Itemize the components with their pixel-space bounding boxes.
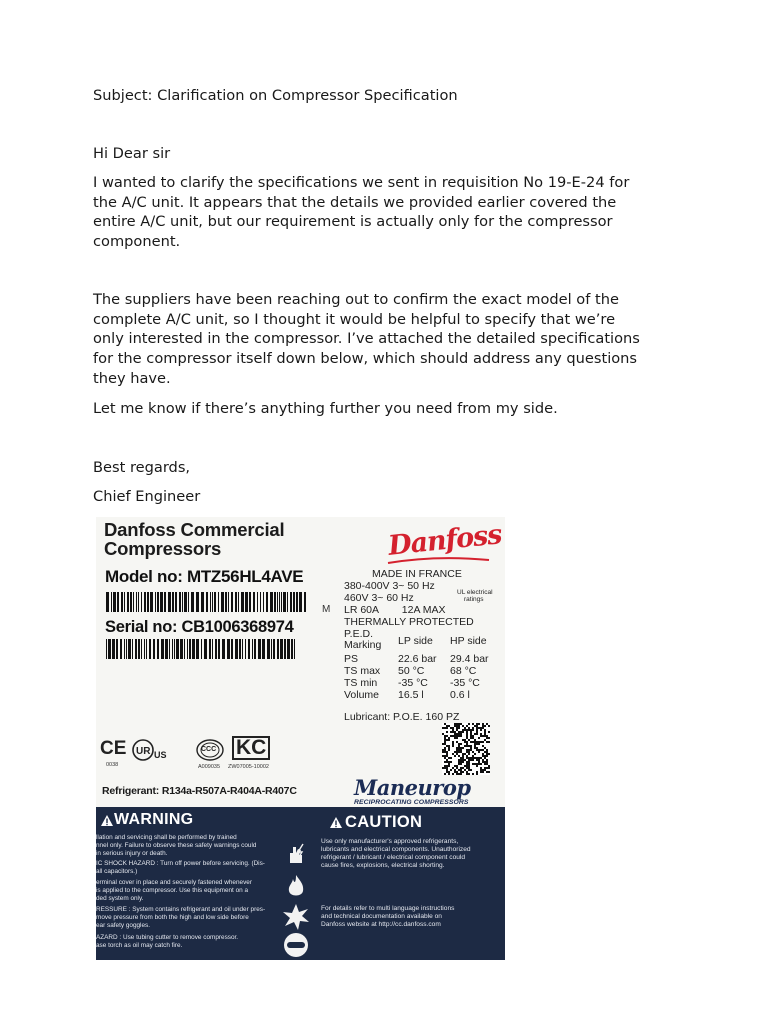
caution-line: cause fires, explosions, electrical shorting. bbox=[321, 862, 445, 869]
voltage-50hz: 380-400V 3~ 50 Hz bbox=[344, 580, 435, 592]
ul-note-1: UL electrical bbox=[457, 589, 493, 596]
warning-panel bbox=[96, 807, 505, 960]
warning-line: AZARD : Use tubing cutter to remove compressor. bbox=[96, 934, 239, 941]
ul-us-label: US bbox=[154, 750, 167, 760]
spec-row-hp: 0.6 l bbox=[450, 689, 470, 701]
spec-row-lp: -35 °C bbox=[398, 677, 428, 689]
paragraph-line: component. bbox=[93, 233, 181, 251]
thermal-protection: THERMALLY PROTECTED bbox=[344, 616, 474, 628]
paragraph-line: entire A/C unit, but our requirement is actually only for the compressor bbox=[93, 213, 613, 231]
model-number: Model no: MTZ56HL4AVE bbox=[105, 567, 304, 586]
electric-shock-hand-icon bbox=[282, 841, 310, 869]
ul-note-2: ratings bbox=[464, 596, 484, 603]
email-paragraph-2 bbox=[93, 290, 693, 389]
ccc-label: CCC bbox=[201, 746, 217, 753]
caution-triangle-icon bbox=[329, 816, 343, 829]
paragraph-line: only interested in the compressor. I’ve attached the detailed specifications bbox=[93, 330, 640, 348]
spec-row-hp: 68 °C bbox=[450, 665, 477, 677]
serial-barcode bbox=[106, 639, 306, 659]
maneurop-subtitle: RECIPROCATING COMPRESSORS bbox=[354, 799, 469, 806]
ped-label-2: Marking bbox=[344, 639, 382, 651]
warning-line: erminal cover in place and securely fastened whenever bbox=[96, 879, 252, 886]
model-barcode bbox=[106, 592, 316, 612]
maneurop-logo: Maneurop bbox=[354, 775, 471, 800]
serial-number: Serial no: CB1006368974 bbox=[105, 618, 294, 636]
safety-goggles-icon bbox=[282, 931, 310, 959]
locked-rotor-amps: LR 60A 12A MAX bbox=[344, 604, 446, 616]
voltage-60hz: 460V 3~ 60 Hz bbox=[344, 592, 414, 604]
caution-line: Use only manufacturer's approved refrigerants, bbox=[321, 838, 459, 845]
documentation-line: and technical documentation available on bbox=[321, 913, 442, 920]
email-paragraph-3: Let me know if there’s anything further you need from my side. bbox=[93, 400, 558, 417]
warning-heading: WARNING bbox=[114, 811, 194, 828]
paragraph-line: for the compressor itself down below, which should address any questions bbox=[93, 350, 638, 368]
warning-line: RESSURE : System contains refrigerant and oil under pres- bbox=[96, 906, 266, 913]
cert-number-ccc: A009035 bbox=[198, 764, 221, 770]
caution-heading: CAUTION bbox=[345, 813, 423, 831]
brand-line-1: Danfoss Commercial bbox=[104, 519, 285, 540]
warning-line: ear safety goggles. bbox=[96, 922, 150, 929]
paragraph-line: the A/C unit. It appears that the details we provided earlier covered the bbox=[93, 193, 617, 211]
paragraph-line: complete A/C unit, so I thought it would be helpful to specify that we’re bbox=[93, 310, 616, 328]
spec-row-label: PS bbox=[344, 653, 359, 665]
spec-row-label: Volume bbox=[344, 689, 380, 701]
compressor-nameplate-image bbox=[96, 517, 505, 960]
made-in-label: MADE IN FRANCE bbox=[372, 568, 462, 580]
spec-row-hp: -35 °C bbox=[450, 677, 480, 689]
spec-row-label: TS min bbox=[344, 677, 378, 689]
warning-line: in serious injury or death. bbox=[96, 850, 168, 857]
paragraph-line: they have. bbox=[93, 369, 171, 387]
spec-row-lp: 50 °C bbox=[398, 665, 425, 677]
ped-label-1: P.E.D. bbox=[344, 628, 373, 640]
brand-heading bbox=[104, 520, 284, 558]
hp-side-header: HP side bbox=[450, 635, 487, 647]
warning-line: ded system only. bbox=[96, 895, 144, 902]
ul-mark-icon bbox=[132, 739, 154, 761]
caution-line: refrigerant / lubricant / electrical component could bbox=[321, 854, 466, 861]
ce-mark: CE bbox=[100, 738, 127, 759]
cert-number-ce: 0038 bbox=[106, 762, 119, 768]
spec-row-label: TS max bbox=[344, 665, 381, 677]
email-closing: Best regards, bbox=[93, 459, 191, 476]
lp-side-header: LP side bbox=[398, 635, 433, 647]
warning-line: nnel only. Failure to observe these safety warnings could bbox=[96, 842, 257, 849]
danfoss-logo: Danfoss bbox=[386, 519, 503, 562]
qr-code bbox=[442, 723, 490, 775]
cert-number-kc: ZW07005-10002 bbox=[228, 764, 269, 770]
nameplate-upper-panel bbox=[96, 517, 505, 807]
caution-line: lubricants and electrical components. Unauthorized bbox=[321, 846, 471, 853]
warning-line: is applied to the compressor. Use this equipment on a bbox=[96, 887, 249, 894]
warning-line: ase torch as oil may catch fire. bbox=[96, 942, 183, 949]
warning-line: all capacitors.) bbox=[96, 868, 138, 875]
email-subject: Subject: Clarification on Compressor Specification bbox=[93, 87, 458, 104]
kc-mark: KC bbox=[232, 736, 270, 760]
email-signature: Chief Engineer bbox=[93, 488, 201, 505]
spec-row-lp: 16.5 l bbox=[398, 689, 424, 701]
brand-line-2: Compressors bbox=[104, 538, 222, 559]
spec-row-lp: 22.6 bar bbox=[398, 653, 437, 665]
danfoss-logo-swoosh bbox=[386, 557, 491, 565]
svg-text:UR: UR bbox=[136, 746, 151, 757]
warning-triangle-icon bbox=[100, 814, 114, 827]
refrigerant-list: Refrigerant: R134a-R507A-R404A-R407C bbox=[102, 785, 297, 797]
paragraph-line: I wanted to clarify the specifications we sent in requisition No 19-E-24 for bbox=[93, 174, 630, 191]
documentation-line: For details refer to multi language instructions bbox=[321, 905, 455, 912]
warning-line: llation and servicing shall be performed by trained bbox=[96, 834, 237, 841]
fire-hazard-icon bbox=[282, 873, 310, 901]
explosion-icon bbox=[282, 903, 310, 931]
spec-row-hp: 29.4 bar bbox=[450, 653, 489, 665]
lubricant-label: Lubricant: P.O.E. 160 PZ bbox=[344, 711, 460, 723]
email-paragraph-1 bbox=[93, 173, 693, 252]
warning-line: move pressure from both the high and low side before bbox=[96, 914, 249, 921]
email-greeting: Hi Dear sir bbox=[93, 145, 171, 162]
m-marking: M bbox=[322, 604, 331, 615]
documentation-line: Danfoss website at http://cc.danfoss.com bbox=[321, 921, 441, 928]
warning-line: IC SHOCK HAZARD : Turn off power before servicing. (Dis- bbox=[96, 860, 265, 867]
paragraph-line: The suppliers have been reaching out to confirm the exact model of the bbox=[93, 291, 619, 308]
